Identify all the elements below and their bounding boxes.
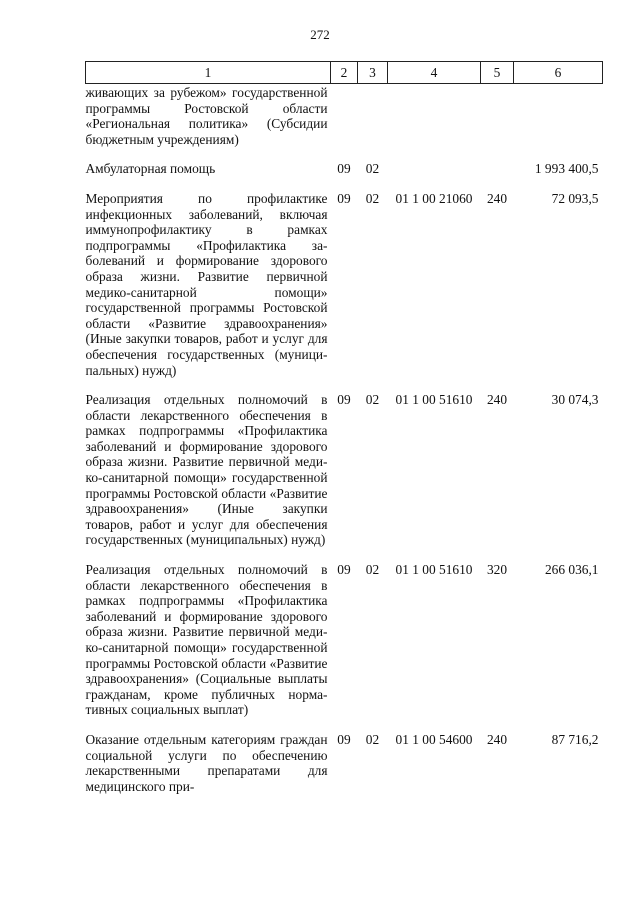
section-code: 09 [337, 392, 351, 408]
table-header-row [86, 62, 603, 84]
expense-type-code: 240 [486, 731, 508, 747]
amount [514, 84, 603, 162]
item-name: живающих за рубежом» государственной программы Ростовской области «Региональная политика» (Субсидии бюджетным учреждениям) [85, 85, 328, 147]
expense-type-code [481, 84, 514, 162]
subsection-code: 02 [365, 731, 380, 747]
page-number: 272 [310, 27, 330, 42]
column-header: 4 [388, 62, 481, 84]
item-name: Амбулаторная помощь [85, 161, 216, 177]
target-article-code: 01 1 00 51610 [395, 562, 473, 578]
column-header: 6 [514, 62, 603, 84]
section-code: 09 [337, 190, 351, 206]
item-name: Реализация отдельных полномочий в области лекарственного обеспечения в рамках подпрограммы «Профилактика заболеваний и формирование здорового образа жизни. Развитие первичной медико-санитарной помощи» государственной программы Ростовской области «Развитие здравоохранения» (Социальные выплаты гражданам, кроме публичных нормативных социальных выплат) [85, 562, 328, 718]
amount: 87 716,2 [551, 731, 599, 747]
table-row [86, 161, 603, 191]
column-header: 3 [358, 62, 388, 84]
table-row [86, 562, 603, 732]
section-code: 09 [337, 161, 351, 177]
target-article-code: 01 1 00 21060 [395, 190, 473, 206]
column-header: 1 [86, 62, 331, 84]
expense-type-code: 240 [486, 190, 508, 206]
budget-table [85, 61, 603, 794]
section-code: 09 [337, 562, 351, 578]
amount: 30 074,3 [551, 392, 599, 408]
amount: 1 993 400,5 [534, 161, 599, 177]
item-name: Мероприятия по профилактике инфекционных заболеваний, включая иммунопрофилактику в рамках подпрограммы «Профилактика заболеваний и формирование здорового образа жизни. Развитие первичной медико-санитарной помощи» государственной программы Ростовской области «Развитие здравоохранения» (Иные закупки товаров, работ и услуг для обеспечения государственных (муниципальных) нужд) [85, 190, 328, 378]
target-article-code: 01 1 00 54600 [395, 731, 473, 747]
table-row [86, 191, 603, 392]
amount: 266 036,1 [544, 562, 599, 578]
subsection-code: 02 [365, 392, 380, 408]
table-row [86, 392, 603, 562]
expense-type-code: 320 [486, 562, 508, 578]
subsection-code: 02 [365, 190, 380, 206]
item-name: Реализация отдельных полномочий в области лекарственного обеспечения в рамках подпрограммы «Профилактика заболеваний и формирование здорового образа жизни. Развитие первичной медико-санитарной помощи» государственной программы Ростовской области «Развитие здравоохранения» (Иные закупки товаров, работ и услуг для обеспечения государственных (муниципальных) нужд) [85, 392, 328, 548]
table-row [86, 732, 603, 794]
expense-type-code: 240 [486, 392, 508, 408]
amount: 72 093,5 [551, 190, 599, 206]
subsection-code: 02 [365, 562, 380, 578]
item-name: Оказание отдельным категориям граждан социальной услуги по обеспечению лекарственными препаратами для медицинского при- [85, 731, 328, 794]
target-article-code [388, 161, 481, 191]
table-row [86, 84, 603, 162]
section-code [331, 84, 358, 162]
section-code: 09 [337, 731, 351, 747]
subsection-code [358, 84, 388, 162]
column-header: 2 [331, 62, 358, 84]
subsection-code: 02 [365, 161, 380, 177]
expense-type-code [481, 161, 514, 191]
target-article-code [388, 84, 481, 162]
column-header: 5 [481, 62, 514, 84]
target-article-code: 01 1 00 51610 [395, 392, 473, 408]
